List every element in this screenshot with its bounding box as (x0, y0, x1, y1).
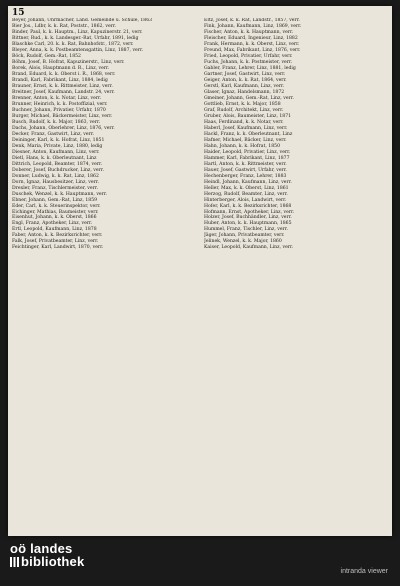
directory-entry: Brunner, Heinrich, k. k. Postoffizial, verr. (12, 101, 108, 107)
page-number: 15 (12, 8, 25, 18)
directory-entry: Haberl, Josef, Kaufmann, Linz, verr. (204, 125, 288, 131)
directory-entry: Beyer, Johann, Uhrmacher, Land. Gemeinde u. Schule, 1863 (12, 18, 153, 23)
directory-entry: Hafner, Michael, Bäcker, Linz, verr. (204, 137, 287, 143)
directory-entry: Frank, Hermann, k. k. Oberst, Linz, verr. (204, 41, 300, 47)
directory-entry: Feichtinger, Karl, Landwirt, 1870, verr. (12, 245, 104, 251)
directory-entry: Hechenberger, Franz, Lehrer, 1883 (204, 173, 287, 179)
logo-line-1: oö landes (10, 541, 73, 556)
directory-entry: Busch, Rudolf, k. k. Major, 1863, verr. (12, 119, 101, 125)
scanned-page (8, 6, 392, 536)
directory-entry: Drexler, Franz, Tischlermeister, verr. (12, 185, 98, 191)
directory-entry: Hartl, Anton, k. k. Rittmeister, verr. (204, 161, 287, 167)
directory-entry: Jelinek, Wenzel, k. k. Major, 1860 (204, 239, 282, 245)
directory-entry: Glaser, Ignaz, Handelsmann, 1872 (204, 89, 285, 95)
directory-entry: Haas, Ferdinand, k. k. Notar, verr. (204, 119, 284, 125)
logo-bars-icon (10, 557, 19, 567)
directory-entry: Denk, Maria, Private, Linz, 1880, ledig (12, 143, 103, 149)
directory-entry: Jäger, Johann, Privatbeamter, verr. (204, 233, 285, 239)
directory-entry: Hammer, Karl, Fabrikant, Linz, 1877 (204, 155, 290, 161)
directory-entry: Hahn, Johann, k. k. Hofrat, 1850 (204, 143, 280, 149)
directory-entry: Graf, Rudolf, Architekt, Linz, verr. (204, 107, 284, 113)
directory-entry: Dittrich, Leopold, Beamter, 1874, verr. (12, 161, 103, 167)
directory-entry: Dorn, Ignaz, Hausbesitzer, Linz, verr. (12, 179, 99, 185)
directory-entry: Hinterberger, Alois, Landwirt, verr. (204, 197, 287, 203)
directory-entry: Fink, Johann, Kaufmann, Linz, 1869, verr. (204, 23, 302, 29)
directory-entry: Blaschke Carl, 20. k. k. Rat, Bahnhofstr., 1872, verr. (12, 41, 134, 47)
directory-entry: Engl, Franz, Apotheker, Linz, verr. (12, 221, 93, 227)
viewer-footer (0, 540, 400, 586)
directory-entry: Hackl, Franz, k. k. Oberleutnant, Linz (204, 131, 293, 137)
directory-entry: Deininger, Karl, k. k. Hofrat, Linz, 1851 (12, 137, 105, 143)
directory-entry: Huber, Anton, k. k. Hauptmann, 1865 (204, 221, 292, 227)
directory-entry: Eltz, Josef, k. k. Rat, Landstr., 1857, verr. (204, 18, 300, 23)
directory-entry: Bier Jos., Ldbr, k. k. Rat, Poststr., 1862, verr. (12, 23, 117, 29)
directory-entry: Eichinger, Mathias, Baumeister, verr. (12, 209, 99, 215)
directory-entry: Falk, Josef, Privatbeamter, Linz, verr. (12, 239, 99, 245)
directory-entry: Buchner, Johann, Privatier, Urfahr, 1870 (12, 107, 106, 113)
library-logo[interactable] (10, 542, 84, 568)
directory-entry: Eder, Carl, k. k. Steuerinspektor, verr. (12, 203, 101, 209)
directory-entry: Gerstl, Karl, Kaufmann, Linz, verr. (204, 83, 285, 89)
directory-entry: Gmeiner, Johann, Gem.-Rat, Linz, verr. (204, 95, 294, 101)
directory-entry: Burger, Michael, Bäckermeister, Linz, verr. (12, 113, 113, 119)
right-column (204, 18, 388, 532)
directory-entry: Doberer, Josef, Buchdrucker, Linz, verr. (12, 167, 104, 173)
directory-entry: Gartner, Josef, Gastwirt, Linz, verr. (204, 71, 286, 77)
directory-entry: Faber, Anton, k. k. Bezirksrichter, verr. (12, 233, 103, 239)
directory-entry: Brandl, Karl, Fabrikant, Linz, 1884, ledig (12, 77, 108, 83)
directory-entry: Fried, Leopold, Privatier, Urfahr, verr. (204, 53, 293, 59)
viewer-label: intranda viewer (340, 568, 388, 575)
directory-entry: Heindl, Johann, Kaufmann, Linz, verr. (204, 179, 292, 185)
directory-entry: Heller, Max, k. k. Oberst, Linz, 1861 (204, 185, 289, 191)
directory-entry: Böck, Rudolf, Gem.-Rat, 1852 (12, 53, 81, 59)
directory-entry: Decker, Franz, Gastwirt, Linz, verr. (12, 131, 94, 137)
directory-entry: Brand, Eduard, k. k. Oberst i. R., 1868, verr. (12, 71, 116, 77)
logo-line-2: bibliothek (21, 554, 85, 569)
directory-entry: Brenner, Anton, k. k. Notar, Linz, verr. (12, 95, 102, 101)
directory-entry: Donner, Ludwig, k. k. Rat, Linz, 1862 (12, 173, 99, 179)
directory-entry: Hofmann, Ernst, Apotheker, Linz, verr. (204, 209, 295, 215)
directory-entry: Gabler, Franz, Lehrer, Linz, 1881, ledig (204, 65, 296, 71)
directory-entry: Holzer, Josef, Buchhändler, Linz, verr. (204, 215, 292, 221)
directory-entry: Fleischer, Eduard, Ingenieur, Linz, 1882 (204, 35, 298, 41)
directory-entry: Fischer, Anton, k. k. Hauptmann, verr. (204, 29, 294, 35)
directory-entry: Gottlieb, Ernst, k. k. Major, 1858 (204, 101, 281, 107)
directory-entry: Gruber, Alois, Baumeister, Linz, 1871 (204, 113, 292, 119)
directory-entry: Hauer, Josef, Gastwirt, Urfahr, verr. (204, 167, 287, 173)
left-column (12, 18, 196, 532)
directory-entry: Dietl, Hans, k. k. Oberleutnant, Linz (12, 155, 97, 161)
directory-entry: Bittner, Rud., k. k. Landesger.-Rat, Urfahr, 1891, ledig (12, 35, 139, 41)
directory-entry: Freund, Max, Fabrikant, Linz, 1876, verr. (204, 47, 301, 53)
directory-entry: Borek, Alois, Hauptmann d. R., Linz, verr. (12, 65, 110, 71)
directory-entry: Binder, Paul, k. k. Hauptm., Linz, Kapuzinerstr. 21, verr. (12, 29, 143, 35)
directory-entry: Duschek, Wenzel, k. k. Hauptmann, verr. (12, 191, 107, 197)
directory-entry: Diesner, Anton, Kaufmann, Linz, verr. (12, 149, 100, 155)
directory-entry: Bleyer, Anna, k. k. Postbeamtensgattin, Linz, 1887, verr. (12, 47, 144, 53)
directory-entry: Geiger, Anton, k. k. Rat, 1864, verr. (204, 77, 287, 83)
directory-entry: Eisenhut, Johann, k. k. Oberst, 1866 (12, 215, 97, 221)
directory-entry: Brauner, Ernst, k. k. Rittmeister, Linz, verr. (12, 83, 113, 89)
directory-entry: Haider, Leopold, Privatier, Linz, verr. (204, 149, 291, 155)
directory-entry: Hummel, Franz, Tischler, Linz, verr. (204, 227, 288, 233)
directory-entry: Ertl, Leopold, Kaufmann, Linz, 1878 (12, 227, 97, 233)
directory-entry: Fuchs, Johann, k. k. Postmeister, verr. (204, 59, 293, 65)
directory-entry: Dachs, Johann, Oberlehrer, Linz, 1876, verr. (12, 125, 115, 131)
directory-entry: Herzog, Rudolf, Beamter, Linz, verr. (204, 191, 288, 197)
directory-entry: Kaiser, Leopold, Kaufmann, Linz, verr. (204, 245, 294, 251)
directory-entry: Böhm, Josef, B. Hofrat, Kapuzinerstr., Linz, verr. (12, 59, 125, 65)
directory-entry: Hofer, Karl, k. k. Bezirksrichter, 1868 (204, 203, 292, 209)
directory-entry: Ebner, Johann, Gem.-Rat, Linz, 1859 (12, 197, 98, 203)
directory-entry: Breitner, Josef, Kaufmann, Landstr. 24, verr. (12, 89, 115, 95)
